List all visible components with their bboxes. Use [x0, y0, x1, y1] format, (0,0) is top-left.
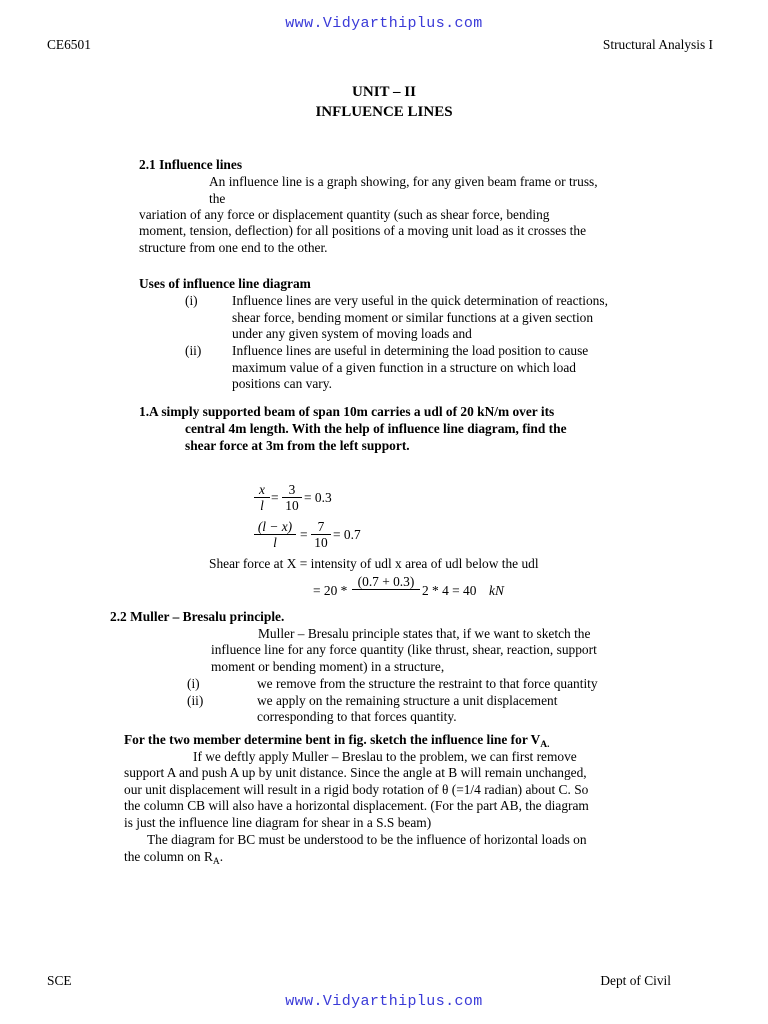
section-2-2-item-line: corresponding to that forces quantity.	[257, 709, 457, 724]
section-2-2-line: moment or bending moment) in a structure,	[211, 659, 445, 674]
uses-item-line: maximum value of a given function in a structure on which load	[232, 360, 576, 375]
result-0-7: = 0.7	[333, 527, 361, 542]
uses-item-line: shear force, bending moment or similar functions at a given section	[232, 310, 594, 325]
equals-sign: =	[271, 490, 279, 505]
shear-force-line: Shear force at X = intensity of udl x area of udl below the udl	[209, 556, 539, 571]
section-2-2-item-line: we apply on the remaining structure a unit displacement	[257, 693, 558, 708]
calc-right: 2 * 4 = 40	[422, 583, 477, 598]
section-2-2-marker: (i)	[187, 676, 200, 691]
section-2-2-marker: (ii)	[187, 693, 204, 708]
fraction-l-minus-x-over-l: $\frac{(l - x)}{l}$	[254, 519, 296, 550]
section-2-2-line: Muller – Bresalu principle states that, if we want to sketch the	[258, 626, 591, 641]
page-title: UNIT – II	[352, 84, 416, 100]
section-2-1-line: structure from one end to the other.	[139, 240, 328, 255]
two-member-heading-sub: A.	[540, 740, 550, 750]
fraction-3-over-10: $\frac{3}{10}$	[282, 482, 302, 513]
two-member-para2-text: the column on R	[124, 849, 213, 864]
uses-marker: (ii)	[185, 343, 202, 358]
two-member-para-line: our unit displacement will result in a rigid body rotation of θ (=1/4 radian) about C. So	[124, 782, 589, 797]
uses-item-line: Influence lines are very useful in the quick determination of reactions,	[232, 293, 608, 308]
watermark-top: www.Vidyarthiplus.com	[285, 15, 483, 32]
uses-heading: Uses of influence line diagram	[139, 276, 311, 291]
two-member-para-line: If we deftly apply Muller – Breslau to the problem, we can first remove	[193, 749, 577, 764]
two-member-para2-end: .	[219, 849, 224, 864]
uses-item-line: positions can vary.	[232, 376, 332, 391]
header-left: CE6501	[47, 37, 91, 52]
section-2-1-line: An influence line is a graph showing, for any given beam frame or truss,	[209, 174, 598, 189]
uses-item-line: under any given system of moving loads and	[232, 326, 472, 341]
two-member-para-line: support A and push A up by unit distance. Since the angle at B will remain unchanged,	[124, 765, 587, 780]
fraction-x-over-l: $\frac{x}{l}$	[254, 482, 270, 513]
two-member-para2-line: The diagram for BC must be understood to be the influence of horizontal loads on	[147, 832, 587, 847]
section-2-2-heading: 2.2 Muller – Bresalu principle.	[110, 609, 285, 624]
section-2-1-line: variation of any force or displacement quantity (such as shear force, bending	[139, 207, 550, 222]
page-subtitle: INFLUENCE LINES	[315, 104, 453, 120]
uses-marker: (i)	[185, 293, 198, 308]
result-0-3: = 0.3	[304, 490, 332, 505]
header-right: Structural Analysis I	[602, 37, 713, 52]
two-member-heading-text: For the two member determine bent in fig. sketch the influence line for V	[124, 732, 541, 747]
two-member-para2-sub: A	[212, 857, 220, 867]
footer-right: Dept of Civil	[600, 973, 671, 988]
two-member-para-line: is just the influence line diagram for shear in a S.S beam)	[124, 815, 432, 830]
two-member-para2-line	[124, 849, 223, 866]
fraction-7-over-10: $\frac{7}{10}$	[311, 519, 331, 550]
two-member-para-line: the column CB will also have a horizontal displacement. (For the part AB, the diagram	[124, 798, 589, 813]
footer-left: SCE	[47, 973, 72, 988]
calc-left: = 20 *	[313, 583, 348, 598]
problem-1-line: 1.A simply supported beam of span 10m carries a udl of 20 kN/m over its	[139, 404, 555, 419]
problem-1-line: shear force at 3m from the left support.	[185, 438, 410, 453]
section-2-2-item-line: we remove from the structure the restraint to that force quantity	[257, 676, 598, 691]
equals-sign: =	[300, 527, 308, 542]
watermark-bottom: www.Vidyarthiplus.com	[285, 993, 483, 1010]
uses-item-line: Influence lines are useful in determining the load position to cause	[232, 343, 589, 358]
section-2-2-line: influence line for any force quantity (like thrust, shear, reaction, support	[211, 642, 597, 657]
section-2-1-line: moment, tension, deflection) for all positions of a moving unit load as it crosses the	[139, 223, 587, 238]
section-2-1-line: the	[209, 191, 226, 206]
calc-fraction: (0.7 + 0.3)	[352, 574, 420, 590]
calc-unit: kN	[489, 583, 504, 598]
problem-1-line: central 4m length. With the help of influence line diagram, find the	[185, 421, 567, 436]
section-2-1-heading: 2.1 Influence lines	[139, 157, 243, 172]
two-member-heading	[124, 732, 550, 749]
